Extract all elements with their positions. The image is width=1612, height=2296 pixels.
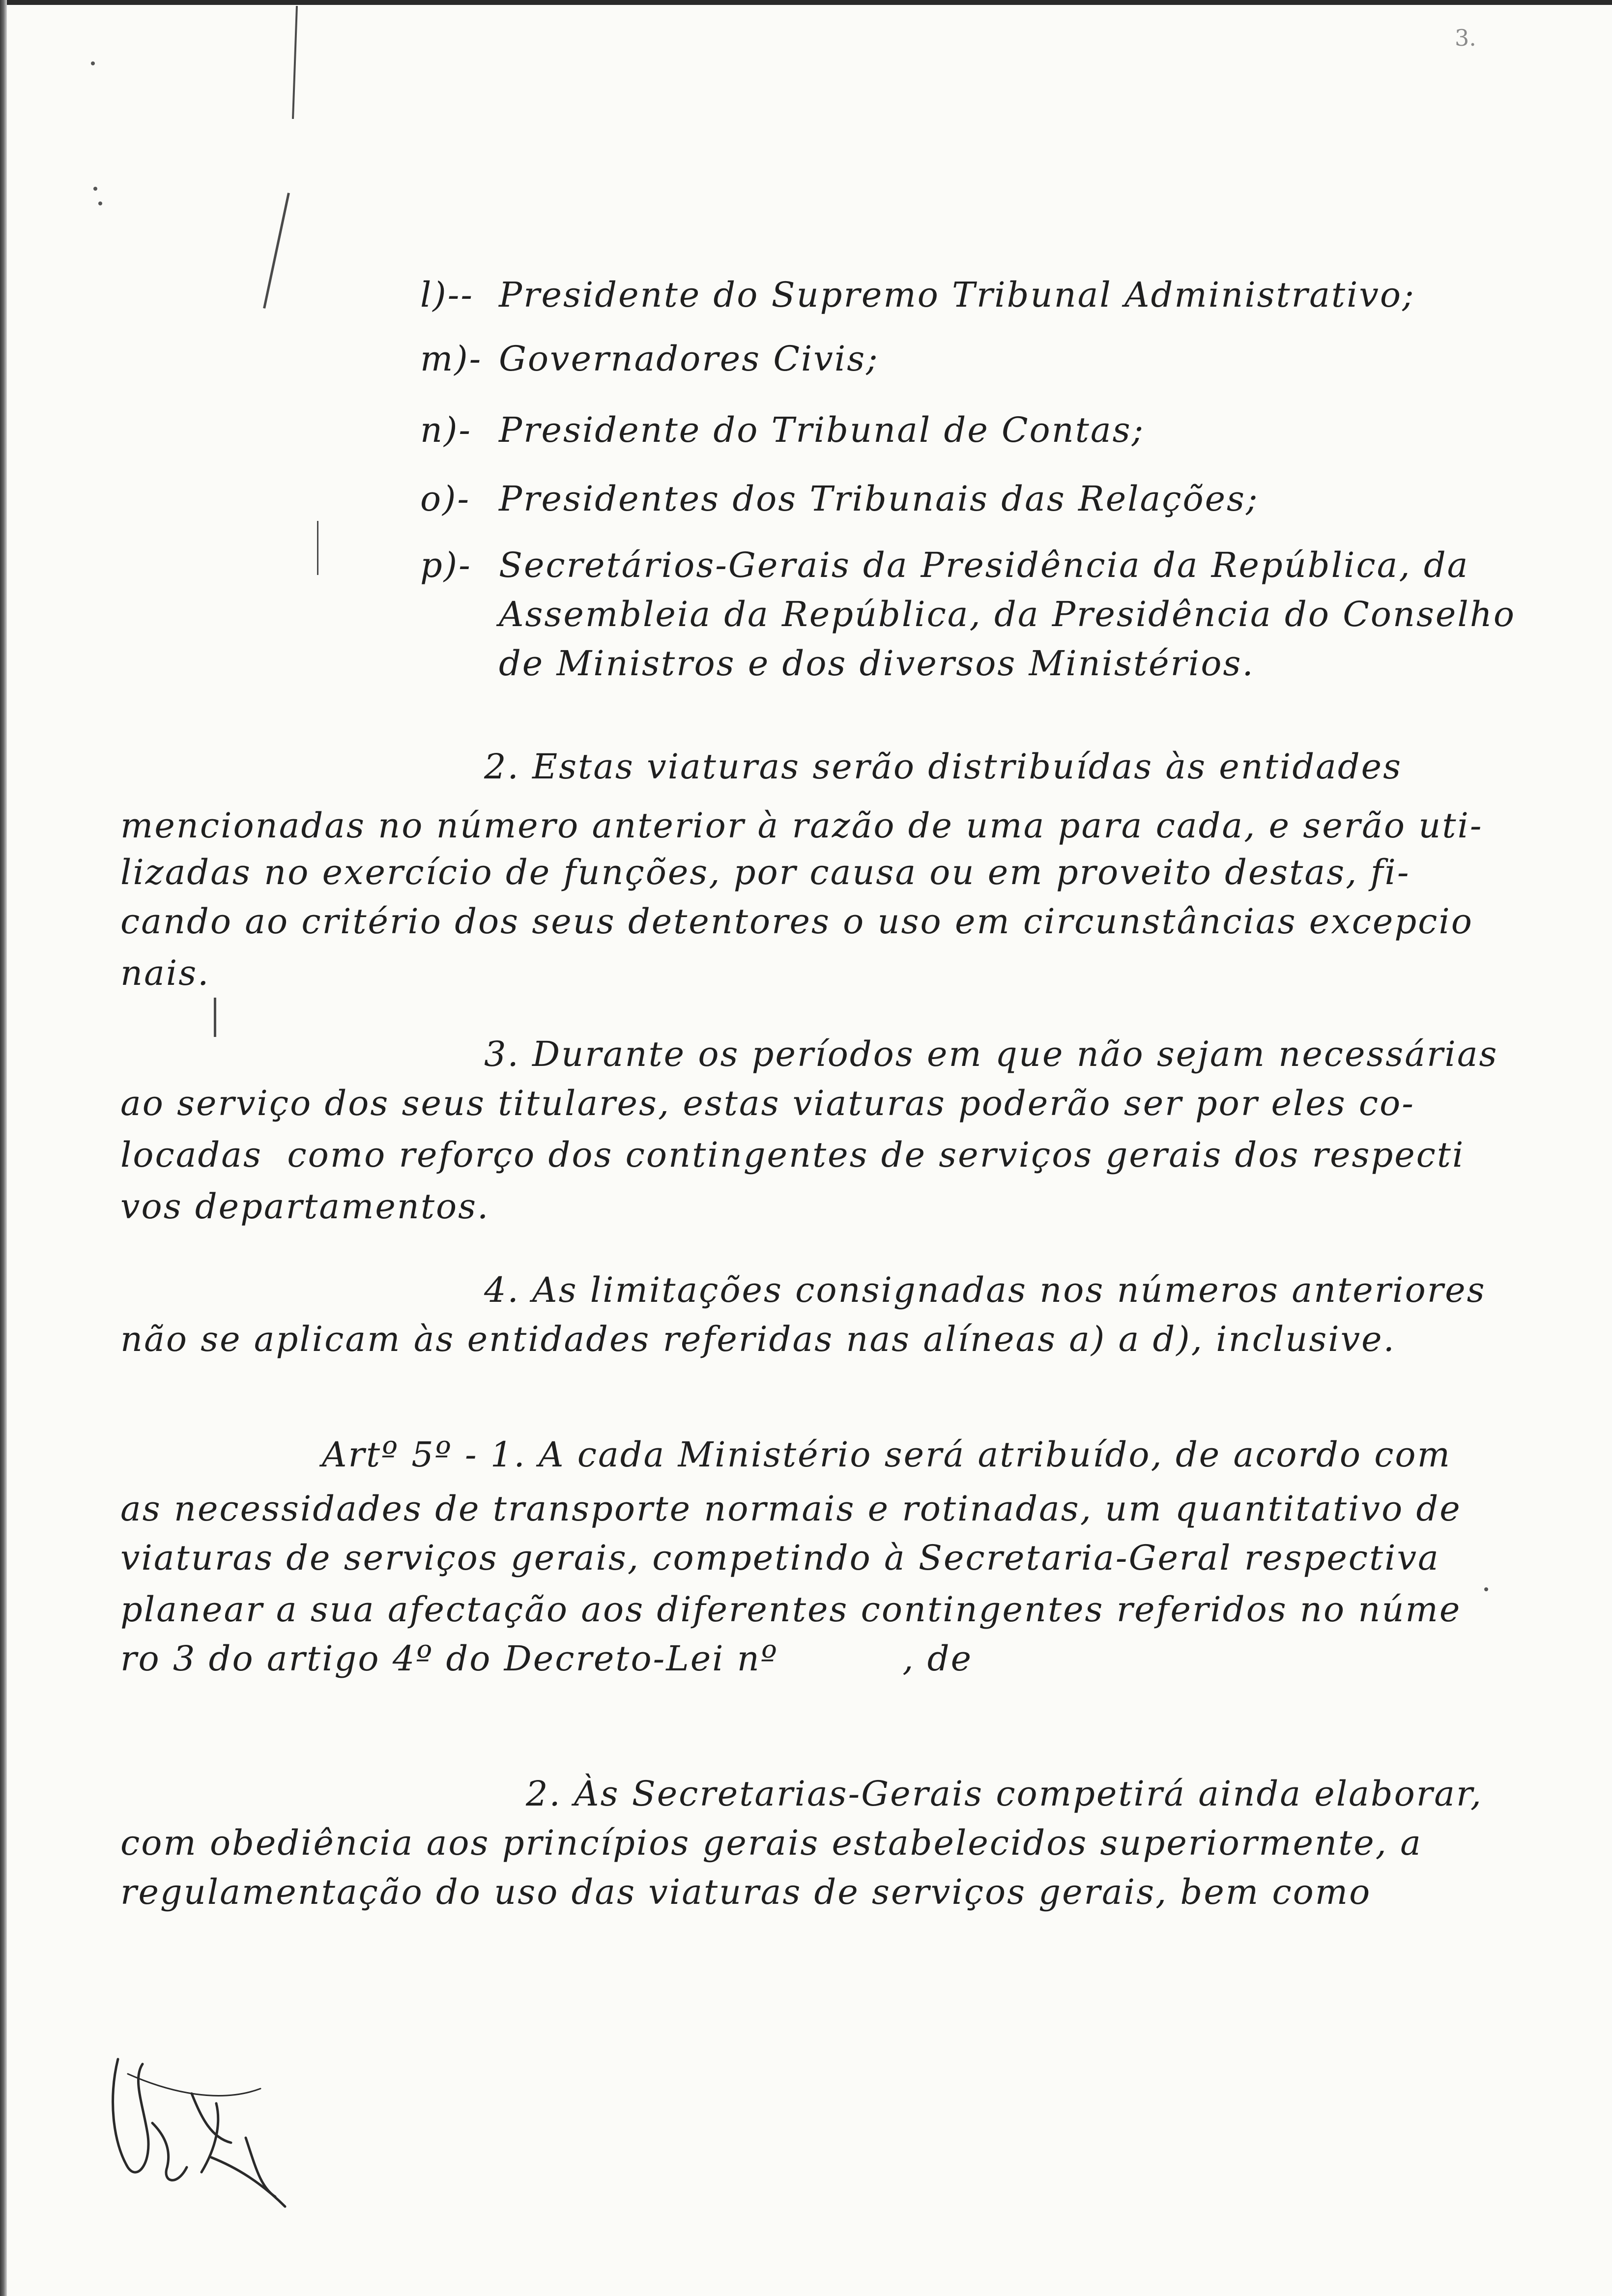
paragraph-3-line: 3. Durante os períodos em que não sejam necessárias bbox=[484, 1034, 1498, 1074]
article-5-1-line: planear a sua afectação aos diferentes contingentes referidos no núme bbox=[120, 1589, 1462, 1630]
paragraph-3-line: ao serviço dos seus titulares, estas viaturas poderão ser por eles co- bbox=[120, 1083, 1415, 1123]
paragraph-4-line: não se aplicam às entidades referidas nas alíneas a) a d), inclusive. bbox=[120, 1319, 1396, 1359]
article-5-2-line: com obediência aos princípios gerais estabelecidos superiormente, a bbox=[120, 1823, 1422, 1863]
scan-speck bbox=[93, 187, 97, 191]
list-item-text: Governadores Civis; bbox=[499, 339, 879, 379]
page-number: 3. bbox=[1455, 25, 1476, 51]
page-left-edge bbox=[0, 0, 7, 2296]
list-item-label: l)-- bbox=[420, 275, 474, 315]
paragraph-4-line: 4. As limitações consignadas nos números anteriores bbox=[484, 1270, 1486, 1310]
article-5-1-line: Artº 5º - 1. A cada Ministério será atribuído, de acordo com bbox=[322, 1435, 1451, 1475]
scan-mark bbox=[263, 193, 290, 309]
article-5-2-line: 2. Às Secretarias-Gerais competirá ainda elaborar, bbox=[526, 1774, 1483, 1814]
list-item-continuation: Assembleia da República, da Presidência do Conselho bbox=[499, 594, 1516, 634]
paragraph-3-line: vos departamentos. bbox=[120, 1186, 490, 1227]
article-5-1-line: ro 3 do artigo 4º do Decreto-Lei nº , de bbox=[120, 1638, 973, 1679]
scan-speck bbox=[91, 61, 95, 65]
paragraph-2-line: nais. bbox=[120, 953, 210, 993]
scan-speck bbox=[1484, 1587, 1488, 1591]
scan-mark bbox=[317, 521, 318, 575]
list-item-label: m)- bbox=[420, 339, 483, 379]
list-item-label: p)- bbox=[420, 545, 472, 585]
paragraph-2-line: cando ao critério dos seus detentores o uso em circunstâncias excepcio bbox=[120, 901, 1473, 942]
article-5-1-line: as necessidades de transporte normais e rotinadas, um quantitativo de bbox=[120, 1489, 1462, 1529]
paragraph-3-line: locadas como reforço dos contingentes de serviços gerais dos respecti bbox=[120, 1135, 1465, 1175]
article-5-2-line: regulamentação do uso das viaturas de serviços gerais, bem como bbox=[120, 1872, 1372, 1912]
list-item-text: Presidente do Tribunal de Contas; bbox=[499, 410, 1145, 450]
list-item-label: n)- bbox=[420, 410, 472, 450]
paragraph-2-line: mencionadas no número anterior à razão de uma para cada, e serão uti- bbox=[120, 805, 1483, 846]
list-item-label: o)- bbox=[420, 479, 471, 519]
scan-mark bbox=[214, 998, 216, 1037]
scan-mark bbox=[292, 6, 298, 119]
handwritten-signature bbox=[98, 2020, 315, 2226]
page-top-edge bbox=[0, 0, 1612, 5]
paragraph-2-line: lizadas no exercício de funções, por causa ou em proveito destas, fi- bbox=[120, 852, 1410, 892]
list-item-text: Presidente do Supremo Tribunal Administrativo; bbox=[499, 275, 1415, 315]
scan-speck bbox=[98, 201, 102, 205]
list-item-text: Secretários-Gerais da Presidência da República, da bbox=[499, 545, 1469, 585]
list-item-continuation: de Ministros e dos diversos Ministérios. bbox=[499, 643, 1255, 684]
paragraph-2-line: 2. Estas viaturas serão distribuídas às entidades bbox=[484, 746, 1403, 787]
article-5-1-line: viaturas de serviços gerais, competindo à Secretaria-Geral respectiva bbox=[120, 1538, 1440, 1578]
list-item-text: Presidentes dos Tribunais das Relações; bbox=[499, 479, 1259, 519]
